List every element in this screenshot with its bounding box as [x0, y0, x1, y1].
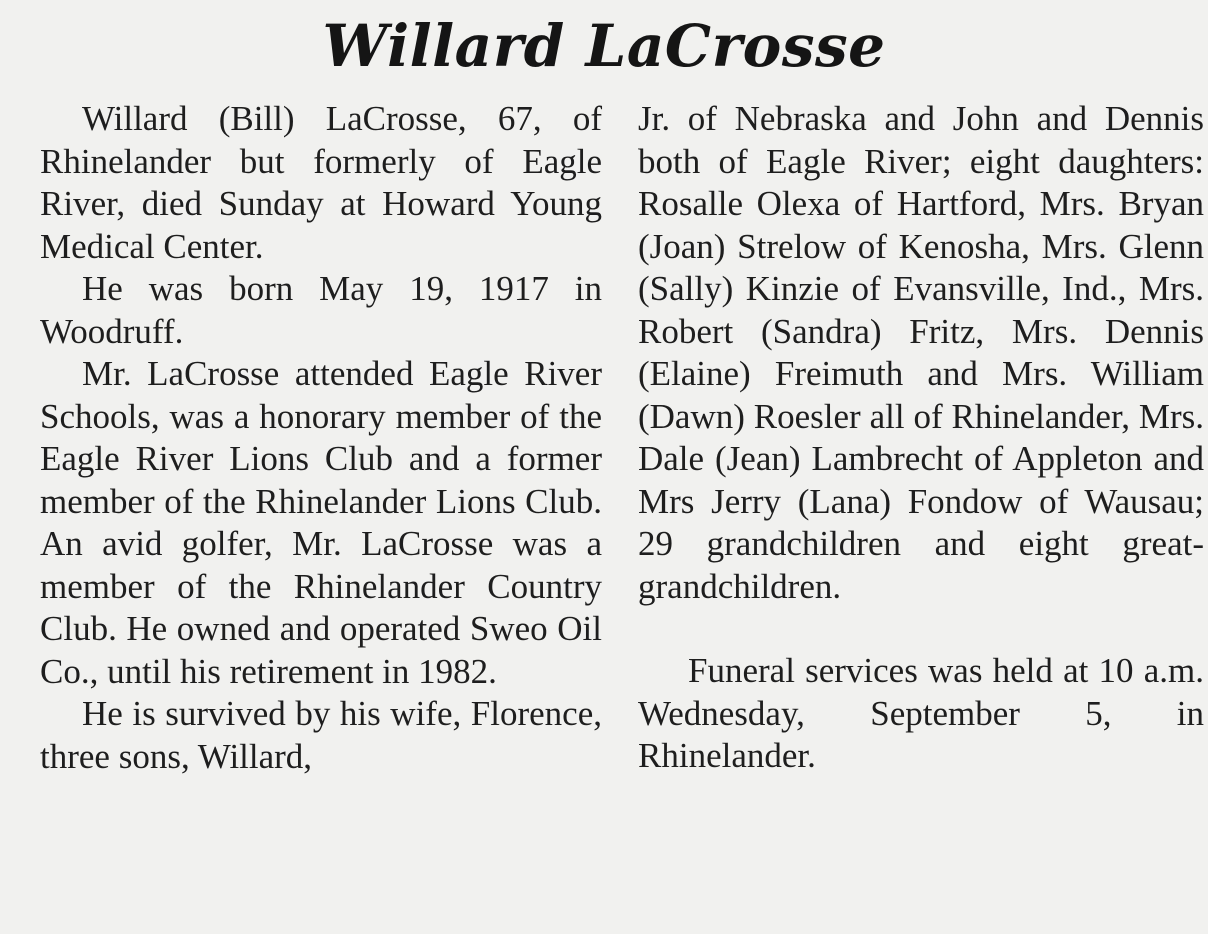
- left-column: [40, 98, 602, 778]
- right-column: [638, 98, 1204, 778]
- obituary-title: Willard LaCrosse: [322, 12, 886, 80]
- paragraph-survivors-start: He is survived by his wife, Florence, three sons, Willard,: [40, 694, 602, 776]
- paragraph-birth: He was born May 19, 1917 in Woodruff.: [40, 269, 602, 351]
- paragraph-funeral-services: Funeral services was held at 10 a.m. Wednesday, September 5, in Rhinelander.: [638, 651, 1204, 775]
- paragraph-biography: Mr. LaCrosse attended Eagle River Schools, was a honorary member of the Eagle River Lions Club and a former member of the Rhinelander Lions Club. An avid golfer, Mr. LaCrosse was a member of the Rhinelander Country Club. He owned and operated Sweo Oil Co., until his retirement in 1982.: [40, 354, 602, 691]
- paragraph-death-notice: Willard (Bill) LaCrosse, 67, of Rhinelander but formerly of Eagle River, died Sunday at Howard Young Medical Center.: [40, 99, 602, 266]
- paragraph-survivors-continued: Jr. of Nebraska and John and Dennis both of Eagle River; eight daughters: Rosalle Olexa of Hartford, Mrs. Bryan (Joan) Strelow of Kenosha, Mrs. Glenn (Sally) Kinzie of Evansville, Ind., Mrs. Robert (Sandra) Fritz, Mrs. Dennis (Elaine) Freimuth and Mrs. William (Dawn) Roesler all of Rhinelander, Mrs. Dale (Jean) Lambrecht of Appleton and Mrs Jerry (Lana) Fondow of Wausau; 29 grandchildren and eight great-grandchildren.: [638, 99, 1204, 606]
